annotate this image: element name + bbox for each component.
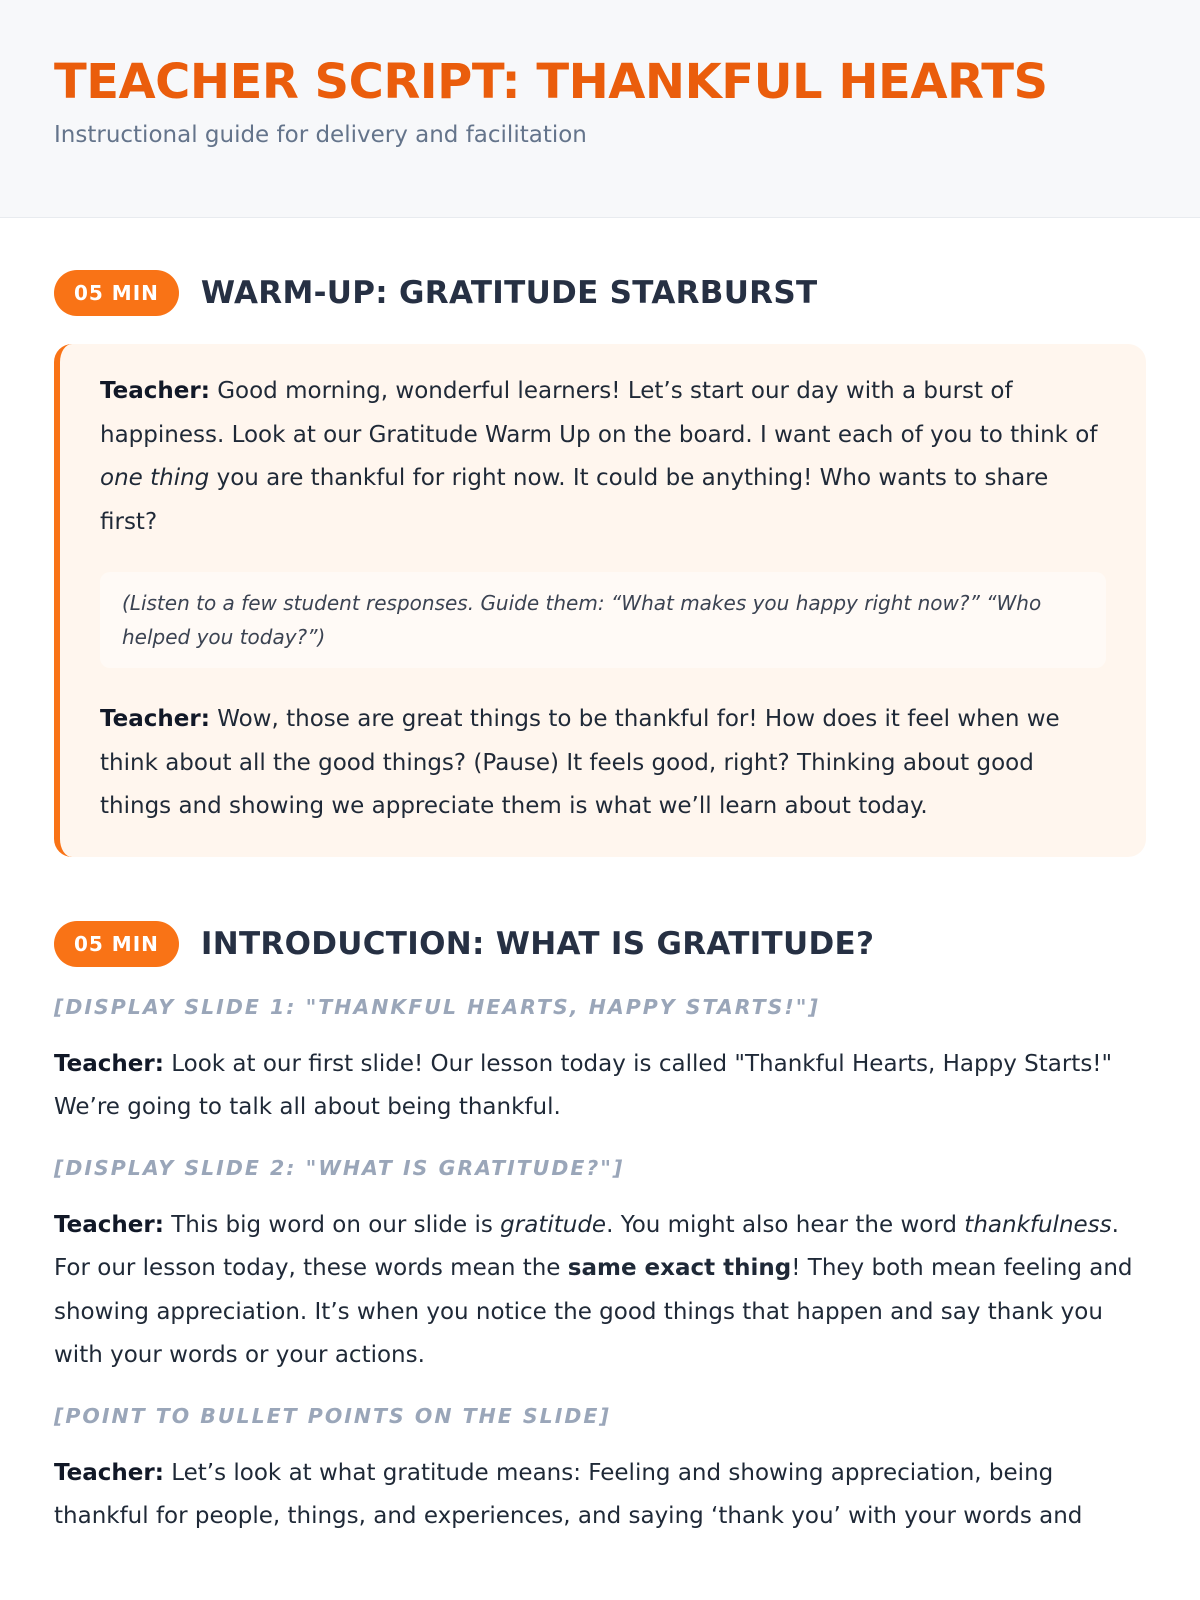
line-text: Let’s look at what gratitude means: Feeling and showing appreciation, being thankful for people, things, and experiences, and saying ‘thank you’ with your words and [54, 1459, 1083, 1529]
speaker-label: Teacher: [54, 1050, 164, 1077]
slide-cue: [DISPLAY SLIDE 2: "WHAT IS GRATITUDE?"] [54, 1155, 625, 1180]
teacher-line [54, 1452, 1146, 1539]
slide-cue: [DISPLAY SLIDE 1: "THANKFUL HEARTS, HAPPY STARTS!"] [54, 994, 820, 1019]
warmup-script-card [54, 344, 1146, 857]
teacher-line [54, 1043, 1146, 1130]
emphasis-text: thankfulness [964, 1211, 1112, 1238]
teacher-line [100, 698, 1106, 829]
line-text: you are thankful for right now. It could be anything! Who wants to share first? [100, 465, 1049, 535]
speaker-label: Teacher: [100, 706, 210, 732]
page-title: TEACHER SCRIPT: THANKFUL HEARTS [54, 54, 1048, 110]
line-text: Look at our first slide! Our lesson today is called "Thankful Hearts, Happy Starts!" We’re going to talk all about being thankful. [54, 1050, 1113, 1120]
line-text: . You might also hear the word [606, 1211, 965, 1238]
speaker-label: Teacher: [100, 378, 210, 404]
emphasis-text: gratitude [500, 1211, 607, 1238]
line-text: ! They both mean feeling and showing appreciation. It’s when you notice the good things that happen and say thank you with your words or your actions. [54, 1255, 1133, 1368]
slide-cue: [POINT TO BULLET POINTS ON THE SLIDE] [54, 1403, 611, 1428]
script-content [0, 218, 1200, 1539]
line-text: This big word on our slide is [163, 1211, 501, 1238]
line-text: . For our lesson today, these words mean the [54, 1211, 1119, 1281]
page-header [0, 0, 1200, 218]
time-badge: 05 MIN [54, 921, 179, 967]
section-header-warmup [54, 270, 1146, 316]
strong-text: same exact thing [567, 1255, 792, 1281]
teacher-line [54, 1204, 1146, 1378]
section-header-introduction [54, 921, 1146, 967]
emphasis-text: one thing [100, 465, 210, 491]
time-badge: 05 MIN [54, 270, 179, 316]
section-title: WARM-UP: GRATITUDE STARBURST [200, 275, 818, 311]
speaker-label: Teacher: [54, 1211, 164, 1238]
introduction-script [54, 995, 1146, 1539]
line-text: Wow, those are great things to be thankful for! How does it feel when we think about all the good things? (Pause) It feels good, right? Thinking about good things and showing we appreciate them is what we’ll learn about today. [100, 706, 1060, 819]
line-text: Good morning, wonderful learners! Let’s start our day with a burst of happiness. Look at our Gratitude Warm Up on the board. I want each of you to think of [100, 378, 1098, 448]
speaker-label: Teacher: [54, 1459, 164, 1486]
section-title: INTRODUCTION: WHAT IS GRATITUDE? [200, 925, 875, 962]
page-subtitle: Instructional guide for delivery and facilitation [54, 122, 587, 148]
teacher-line [100, 370, 1106, 544]
stage-direction-note: (Listen to a few student responses. Guide them: “What makes you happy right now?” “Who helped you today?”) [100, 572, 1106, 668]
